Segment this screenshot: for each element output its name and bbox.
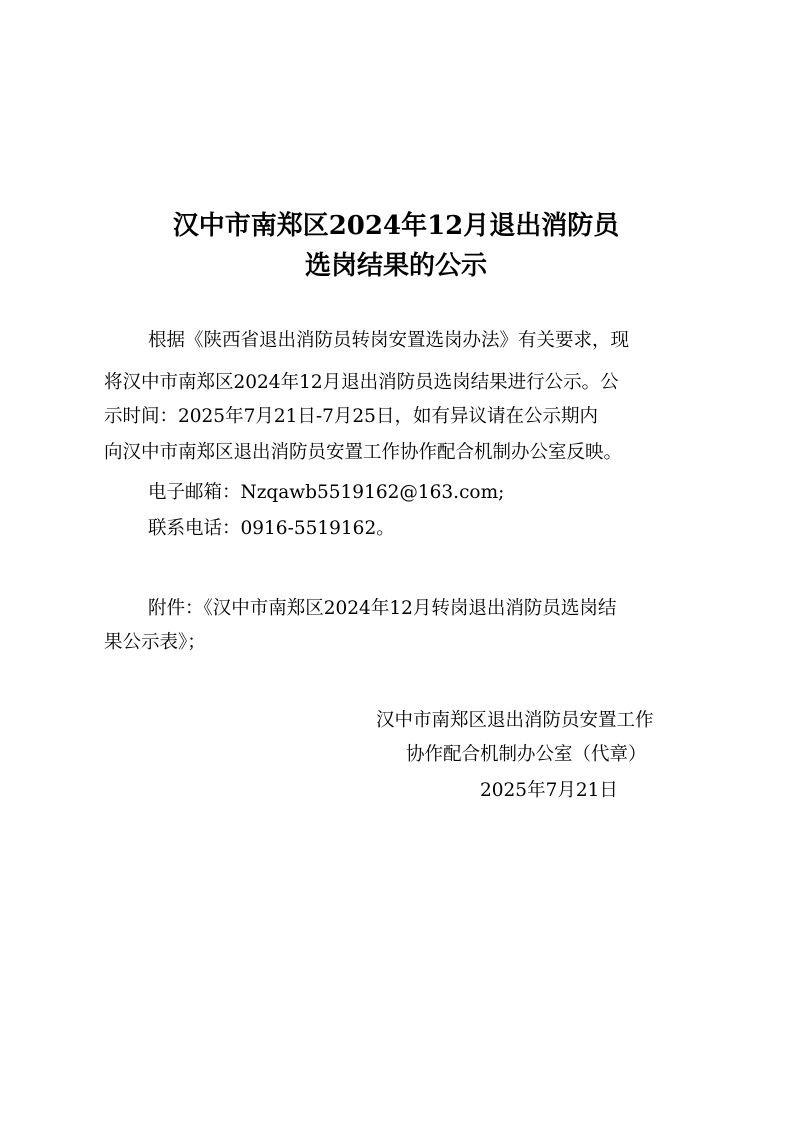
body-line-1: 根据《陕西省退出消防员转岗安置选岗办法》有关要求，现 xyxy=(148,330,630,351)
document-title-line-1: 汉中市南郑区2024年12月退出消防员 xyxy=(172,211,620,241)
attachment-line-2: 果公示表》； xyxy=(104,632,206,653)
phone-line: 联系电话：0916-5519162。 xyxy=(148,518,395,539)
signature-line-2: 协作配合机制办公室（代章） xyxy=(406,744,647,765)
body-line-4: 向汉中市南郑区退出消防员安置工作协作配合机制办公室反映。 xyxy=(104,442,623,463)
signature-line-1: 汉中市南郑区退出消防员安置工作 xyxy=(376,710,654,731)
body-line-2: 将汉中市南郑区2024年12月退出消防员选岗结果进行公示。公 xyxy=(104,372,619,393)
body-line-3: 示时间：2025年7月21日-7月25日，如有异议请在公示期内 xyxy=(104,406,598,427)
email-line: 电子邮箱：Nzqawb5519162@163.com; xyxy=(148,482,505,503)
attachment-line-1: 附件：《汉中市南郑区2024年12月转岗退出消防员选岗结 xyxy=(148,598,617,619)
document-title-line-2: 选岗结果的公示 xyxy=(304,251,487,281)
signature-date: 2025年7月21日 xyxy=(480,780,618,801)
